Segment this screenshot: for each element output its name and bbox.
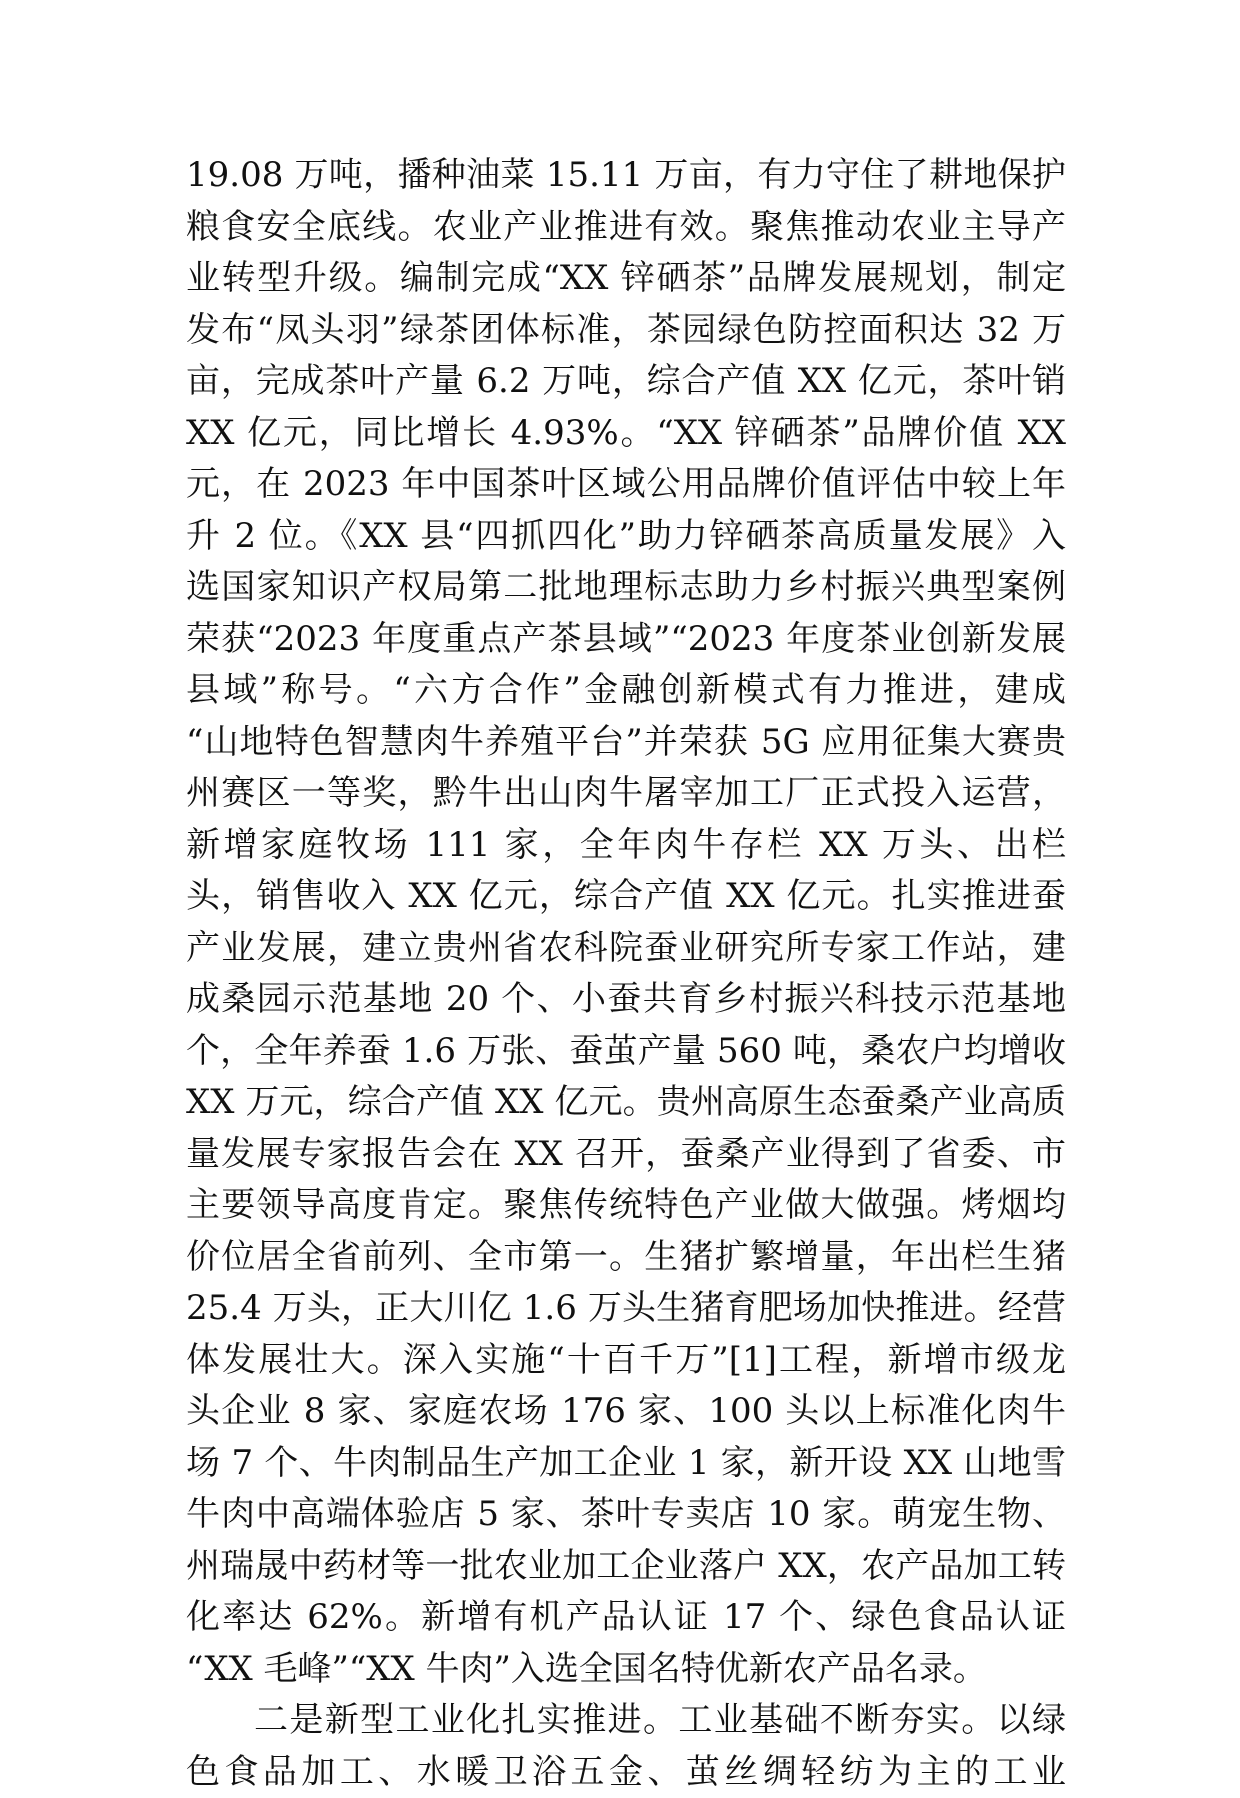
text-line: 主要领导高度肯定。聚焦传统特色产业做大做强。烤烟均 [186, 1180, 1066, 1232]
text-line: 县域”称号。“六方合作”金融创新模式有力推进，建成 [186, 665, 1066, 717]
text-line: 色食品加工、水暖卫浴五金、茧丝绸轻纺为主的工业 [186, 1747, 1066, 1798]
text-line: 成桑园示范基地 20 个、小蚕共育乡村振兴科技示范基地 [186, 974, 1066, 1026]
text-line: 发布“凤头羽”绿茶团体标准，茶园绿色防控面积达 32 万 [186, 305, 1066, 357]
text-line: 州赛区一等奖，黔牛出山肉牛屠宰加工厂正式投入运营， [186, 768, 1066, 820]
text-line: “山地特色智慧肉牛养殖平台”并荣获 5G 应用征集大赛贵 [186, 717, 1066, 769]
text-line: “XX 毛峰”“XX 牛肉”入选全国名特优新农产品名录。 [186, 1644, 1066, 1696]
text-line: 量发展专家报告会在 XX 召开，蚕桑产业得到了省委、市 [186, 1129, 1066, 1181]
body-text [186, 150, 1066, 1798]
text-line: 牛肉中高端体验店 5 家、茶叶专卖店 10 家。萌宠生物、 [186, 1489, 1066, 1541]
text-line: 选国家知识产权局第二批地理标志助力乡村振兴典型案例 [186, 562, 1066, 614]
text-line: 荣获“2023 年度重点产茶县域”“2023 年度茶业创新发展 [186, 614, 1066, 666]
text-line: 体发展壮大。深入实施“十百千万”[1]工程，新增市级龙 [186, 1335, 1066, 1387]
text-line: 新增家庭牧场 111 家，全年肉牛存栏 XX 万头、出栏 [186, 820, 1066, 872]
text-line: XX 万元，综合产值 XX 亿元。贵州高原生态蚕桑产业高质 [186, 1077, 1066, 1129]
text-line: 场 7 个、牛肉制品生产加工企业 1 家，新开设 XX 山地雪 [186, 1438, 1066, 1490]
text-line: 业转型升级。编制完成“XX 锌硒茶”品牌发展规划，制定 [186, 253, 1066, 305]
text-line: 产业发展，建立贵州省农科院蚕业研究所专家工作站，建 [186, 923, 1066, 975]
text-line: 粮食安全底线。农业产业推进有效。聚焦推动农业主导产 [186, 202, 1066, 254]
text-line: 亩，完成茶叶产量 6.2 万吨，综合产值 XX 亿元，茶叶销 [186, 356, 1066, 408]
text-line: 化率达 62%。新增有机产品认证 17 个、绿色食品认证 [186, 1592, 1066, 1644]
text-line: 价位居全省前列、全市第一。生猪扩繁增量，年出栏生猪 [186, 1232, 1066, 1284]
text-line: 头，销售收入 XX 亿元，综合产值 XX 亿元。扎实推进蚕 [186, 871, 1066, 923]
text-line: 二是新型工业化扎实推进。工业基础不断夯实。以绿 [186, 1695, 1066, 1747]
text-line: 元，在 2023 年中国茶叶区域公用品牌价值评估中较上年 [186, 459, 1066, 511]
text-line: 19.08 万吨，播种油菜 15.11 万亩，有力守住了耕地保护 [186, 150, 1066, 202]
text-line: 个，全年养蚕 1.6 万张、蚕茧产量 560 吨，桑农户均增收 [186, 1026, 1066, 1078]
text-line: 州瑞晟中药材等一批农业加工企业落户 XX，农产品加工转 [186, 1541, 1066, 1593]
text-line: 25.4 万头，正大川亿 1.6 万头生猪育肥场加快推进。经营 [186, 1283, 1066, 1335]
text-line: XX 亿元，同比增长 4.93%。“XX 锌硒茶”品牌价值 XX [186, 408, 1066, 460]
text-line: 升 2 位。《XX 县“四抓四化”助力锌硒茶高质量发展》入 [186, 511, 1066, 563]
text-line: 头企业 8 家、家庭农场 176 家、100 头以上标准化肉牛 [186, 1386, 1066, 1438]
